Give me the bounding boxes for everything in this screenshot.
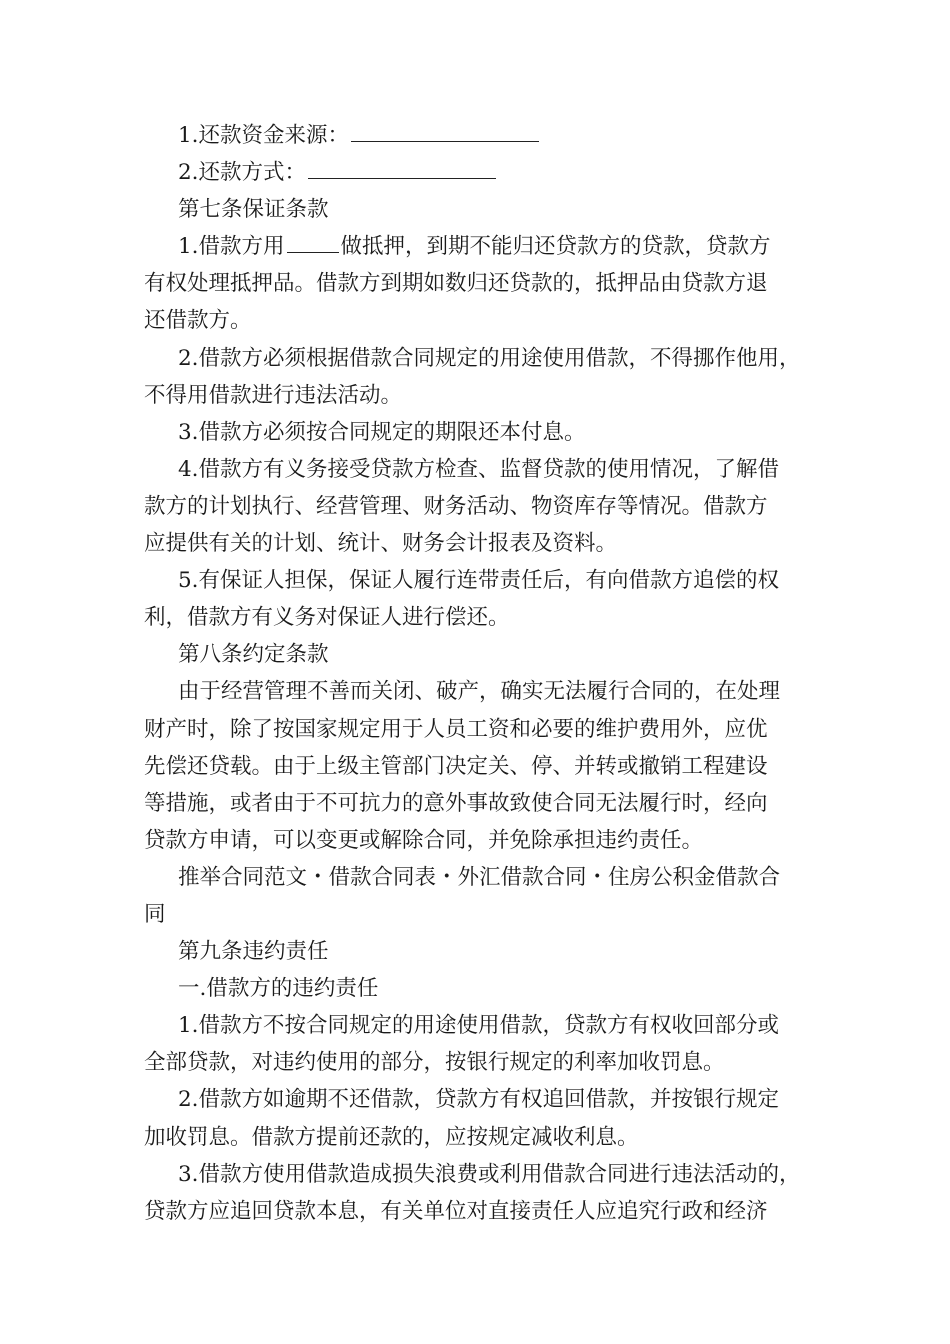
article7-item2-line2: 不得用借款进行违法活动。 <box>144 382 403 408</box>
article7-item1-line2: 有权处理抵押品。借款方到期如数归还贷款的，抵押品由贷款方退 <box>144 271 768 297</box>
article8-para-line3: 先偿还贷载。由于上级主管部门决定关、停、并转或撤销工程建设 <box>144 753 768 779</box>
article7-item1-line1 <box>144 228 824 265</box>
article9-sub1: 一.借款方的违约责任 <box>178 976 379 1002</box>
article7-item5-line2: 利，借款方有义务对保证人进行偿还。 <box>144 605 510 631</box>
article9-heading: 第九条违约责任 <box>178 939 329 965</box>
repayment-source-line <box>144 117 824 154</box>
article7-item1-line3: 还借款方。 <box>144 308 252 334</box>
article9-item3-line2: 贷款方应追回贷款本息，有关单位对直接责任人应追究行政和经济 <box>144 1198 768 1224</box>
article7-item2-line1: 2.借款方必须根据借款合同规定的用途使用借款，不得挪作他用， <box>178 345 801 371</box>
article9-item1-line1: 1.借款方不按合同规定的用途使用借款，贷款方有权收回部分或 <box>178 1013 780 1039</box>
article8-para-line1: 由于经营管理不善而关闭、破产，确实无法履行合同的，在处理 <box>178 679 781 705</box>
article8-heading: 第八条约定条款 <box>178 642 329 668</box>
article8-para-line5: 贷款方申请，可以变更或解除合同，并免除承担违约责任。 <box>144 827 704 853</box>
article8-para-line4: 等措施，或者由于不可抗力的意外事故致使合同无法履行时，经向 <box>144 790 768 816</box>
article7-item4-line1: 4.借款方有义务接受贷款方检查、监督贷款的使用情况，了解借 <box>178 456 780 482</box>
article7-item1-pre: 1.借款方用 <box>178 234 285 260</box>
article7-item4-line3: 应提供有关的计划、统计、财务会计报表及资料。 <box>144 531 618 557</box>
document-page <box>144 117 824 1230</box>
repayment-source-label: 1.还款资金来源： <box>178 123 350 148</box>
article7-heading: 第七条保证条款 <box>178 197 329 223</box>
article7-item3: 3.借款方必须按合同规定的期限还本付息。 <box>178 419 586 445</box>
repayment-method-blank[interactable] <box>308 156 496 179</box>
article9-item2-line2: 加收罚息。借款方提前还款的，应按规定减收利息。 <box>144 1124 639 1150</box>
article7-item5-line1: 5.有保证人担保，保证人履行连带责任后，有向借款方追偿的权 <box>178 568 780 594</box>
article7-item4-line2: 款方的计划执行、经营管理、财务活动、物资库存等情况。借款方 <box>144 493 768 519</box>
recommend-line2: 同 <box>144 901 166 927</box>
article7-item1-post: 做抵押，到期不能归还贷款方的贷款，贷款方 <box>340 234 771 260</box>
recommend-line1: 推举合同范文・借款合同表・外汇借款合同・住房公积金借款合 <box>178 864 781 890</box>
repayment-source-blank[interactable] <box>351 119 539 142</box>
repayment-method-label: 2.还款方式： <box>178 160 307 186</box>
article9-item1-line2: 全部贷款，对违约使用的部分，按银行规定的利率加收罚息。 <box>144 1050 725 1076</box>
repayment-method-line <box>144 154 824 191</box>
article9-item2-line1: 2.借款方如逾期不还借款，贷款方有权追回借款，并按银行规定 <box>178 1087 780 1113</box>
article8-para-line2: 财产时，除了按国家规定用于人员工资和必要的维护费用外，应优 <box>144 716 768 742</box>
article9-item3-line1: 3.借款方使用借款造成损失浪费或利用借款合同进行违法活动的， <box>178 1161 801 1187</box>
collateral-blank[interactable] <box>287 230 339 253</box>
